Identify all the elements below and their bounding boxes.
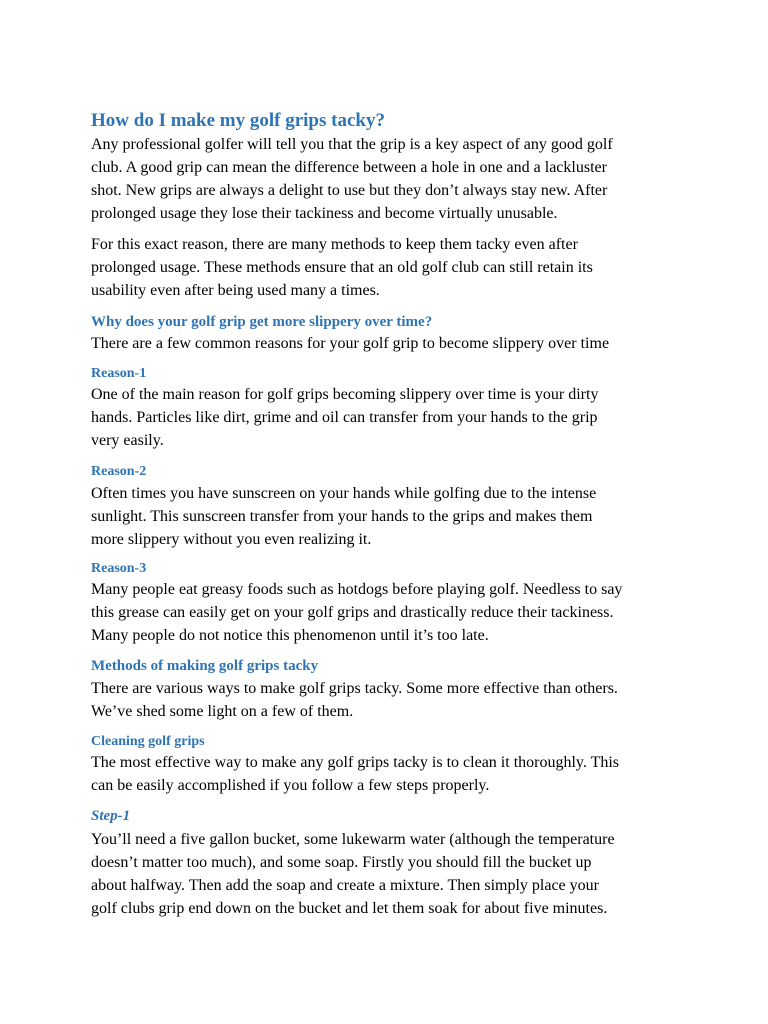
reason-3-heading: Reason-3 [91, 561, 147, 576]
text-line: prolonged usage. These methods ensure that an old golf club can still retain its [91, 259, 593, 276]
reason-2-heading: Reason-2 [91, 464, 147, 479]
methods-paragraph [91, 677, 691, 723]
text-line: We’ve shed some light on a few of them. [91, 703, 354, 720]
reason-1-heading: Reason-1 [91, 366, 147, 381]
reason-2-paragraph [91, 482, 691, 551]
text-line: this grease can easily get on your golf grips and drastically reduce their tackiness. [91, 604, 614, 621]
text-line: Often times you have sunscreen on your hands while golfing due to the intense [91, 485, 597, 502]
text-line: Many people eat greasy foods such as hotdogs before playing golf. Needless to say [91, 581, 623, 598]
section-heading-cleaning: Cleaning golf grips [91, 734, 205, 749]
intro-paragraph-1 [91, 133, 691, 225]
section-heading-methods: Methods of making golf grips tacky [91, 658, 319, 674]
section-heading-why: Why does your golf grip get more slippery over time? [91, 314, 433, 330]
text-line: golf clubs grip end down on the bucket and let them soak for about five minutes. [91, 900, 608, 917]
document-title: How do I make my golf grips tacky? [91, 110, 385, 131]
reason-1-paragraph [91, 383, 691, 452]
text-line: There are various ways to make golf grips tacky. Some more effective than others. [91, 680, 618, 697]
text-line: usability even after being used many a times. [91, 282, 380, 299]
reason-3-paragraph [91, 578, 691, 647]
text-line: more slippery without you even realizing it. [91, 531, 372, 548]
text-line: hands. Particles like dirt, grime and oil can transfer from your hands to the grip [91, 409, 598, 426]
step-1-heading: Step-1 [91, 808, 131, 824]
text-line: shot. New grips are always a delight to use but they don’t always stay new. After [91, 182, 608, 199]
text-line: Any professional golfer will tell you that the grip is a key aspect of any good golf [91, 136, 613, 153]
text-line: very easily. [91, 432, 164, 449]
text-line: For this exact reason, there are many methods to keep them tacky even after [91, 236, 578, 253]
text-line: There are a few common reasons for your golf grip to become slippery over time [91, 335, 610, 352]
why-paragraph [91, 332, 691, 355]
intro-paragraph-2 [91, 233, 691, 302]
cleaning-paragraph [91, 751, 691, 797]
text-line: One of the main reason for golf grips becoming slippery over time is your dirty [91, 386, 599, 403]
text-line: The most effective way to make any golf grips tacky is to clean it thoroughly. This [91, 754, 620, 771]
text-line: club. A good grip can mean the difference between a hole in one and a lackluster [91, 159, 607, 176]
text-line: sunlight. This sunscreen transfer from your hands to the grips and makes them [91, 508, 593, 525]
text-line: doesn’t matter too much), and some soap. Firstly you should fill the bucket up [91, 854, 592, 871]
step-1-paragraph [91, 828, 691, 920]
text-line: about halfway. Then add the soap and create a mixture. Then simply place your [91, 877, 599, 894]
text-line: prolonged usage they lose their tackiness and become virtually unusable. [91, 205, 558, 222]
text-line: can be easily accomplished if you follow a few steps properly. [91, 777, 490, 794]
text-line: Many people do not notice this phenomenon until it’s too late. [91, 627, 489, 644]
text-line: You’ll need a five gallon bucket, some lukewarm water (although the temperature [91, 831, 615, 848]
